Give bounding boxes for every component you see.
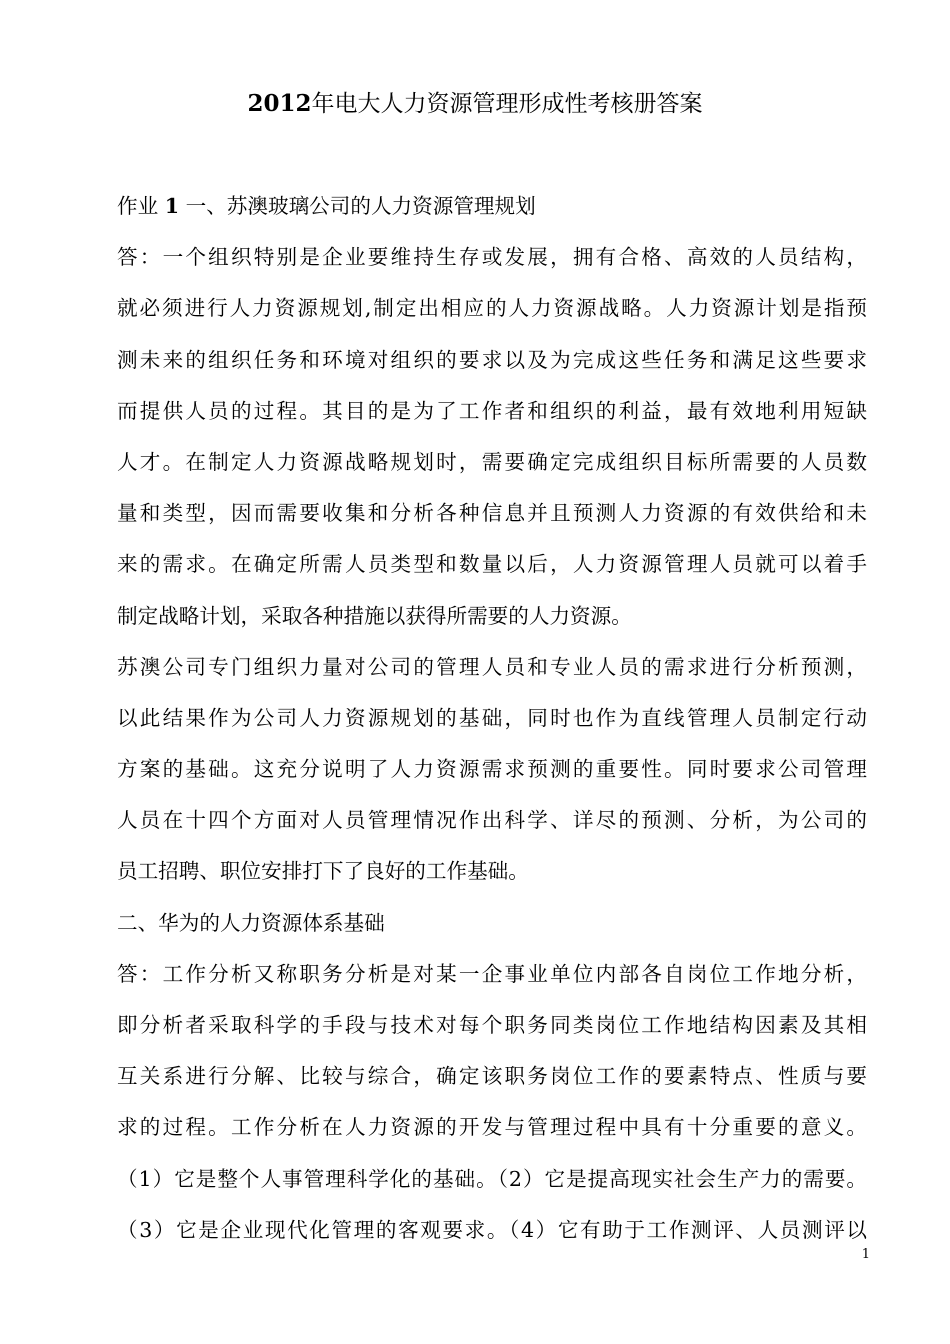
text-line: 即分析者采取科学的手段与技术对每个职务同类岗位工作地结构因素及其相 <box>117 1013 867 1037</box>
text-line: 而提供人员的过程。其目的是为了工作者和组织的利益，最有效地利用短缺 <box>117 398 867 423</box>
heading-number: 1 <box>164 194 180 218</box>
text-line: 求的过程。工作分析在人力资源的开发与管理过程中具有十分重要的意义。 <box>117 1115 867 1140</box>
document-title <box>0 86 950 122</box>
text-line: 以此结果作为公司人力资源规划的基础，同时也作为直线管理人员制定行动 <box>117 705 867 730</box>
text-line: 互关系进行分解、比较与综合，确定该职务岗位工作的要素特点、性质与要 <box>117 1064 867 1089</box>
text-line: （1）它是整个人事管理科学化的基础。（2）它是提高现实社会生产力的需要。 <box>117 1166 867 1191</box>
title-year: 2012 <box>247 90 312 117</box>
heading-text: 一、苏澳玻璃公司的人力资源管理规划 <box>185 194 536 218</box>
heading-prefix: 作业 <box>117 194 159 218</box>
text-line: 量和类型，因而需要收集和分析各种信息并且预测人力资源的有效供给和未 <box>117 501 867 526</box>
document-body <box>117 188 867 1263</box>
text-line: 答：工作分析又称职务分析是对某一企事业单位内部各自岗位工作地分析， <box>117 961 867 986</box>
text-line: 方案的基础。这充分说明了人力资源需求预测的重要性。同时要求公司管理 <box>117 757 867 782</box>
text-line: 苏澳公司专门组织力量对公司的管理人员和专业人员的需求进行分析预测， <box>117 654 867 679</box>
text-line: 就必须进行人力资源规划,制定出相应的人力资源战略。人力资源计划是指预 <box>117 296 867 321</box>
section-heading-2: 二、华为的人力资源体系基础 <box>117 910 385 935</box>
title-text: 年电大人力资源管理形成性考核册答案 <box>311 91 703 117</box>
text-line: 人才。在制定人力资源战略规划时，需要确定完成组织目标所需要的人员数 <box>117 449 867 474</box>
text-line: 员工招聘、职位安排打下了良好的工作基础。 <box>117 859 529 884</box>
text-line: 答：一个组织特别是企业要维持生存或发展，拥有合格、高效的人员结构， <box>117 245 867 270</box>
page-number: 1 <box>861 1247 870 1262</box>
text-line: 人员在十四个方面对人员管理情况作出科学、详尽的预测、分析，为公司的 <box>117 808 867 833</box>
text-line: 测未来的组织任务和环境对组织的要求以及为完成这些任务和满足这些要求 <box>117 347 867 372</box>
text-line: 来的需求。在确定所需人员类型和数量以后，人力资源管理人员就可以着手 <box>117 552 867 577</box>
text-line: （3）它是企业现代化管理的客观要求。（4）它有助于工作测评、人员测评以 <box>117 1217 867 1242</box>
section-heading-1 <box>117 188 867 239</box>
text-line: 制定战略计划，采取各种措施以获得所需要的人力资源。 <box>117 603 632 628</box>
